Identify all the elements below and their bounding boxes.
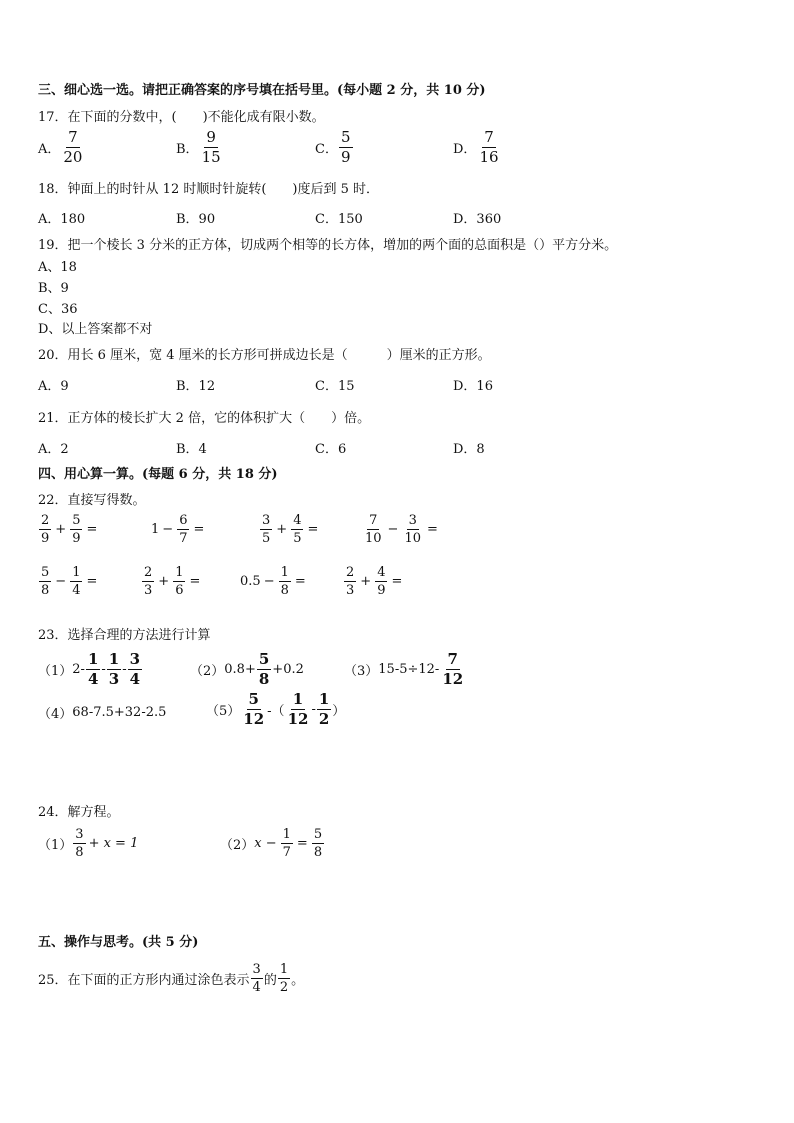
denominator: 2 <box>318 710 330 728</box>
fraction <box>440 652 465 687</box>
numerator: 7 <box>369 513 378 528</box>
q17-option-d <box>453 130 502 165</box>
equation-text: x − <box>254 836 277 851</box>
fraction <box>39 514 51 545</box>
part-label: （5） <box>206 704 241 719</box>
denominator: 3 <box>346 583 355 598</box>
denominator: 9 <box>72 531 81 546</box>
numerator: 3 <box>408 513 417 528</box>
q20-option-a: A．9 <box>38 379 69 394</box>
fraction <box>312 828 324 859</box>
numerator: 1 <box>108 650 120 668</box>
calc-item <box>38 566 100 597</box>
q20-option-d: D．16 <box>453 379 493 394</box>
fraction <box>251 963 263 994</box>
fraction <box>173 566 185 597</box>
q21-option-d: D．8 <box>453 442 485 457</box>
fraction <box>402 514 423 545</box>
part-label: （1） <box>38 664 73 679</box>
fraction <box>286 692 311 727</box>
denominator: 20 <box>63 148 83 166</box>
q20-option-c: C．15 <box>315 379 355 394</box>
fraction <box>260 514 272 545</box>
numerator: 4 <box>377 565 386 580</box>
denominator: 8 <box>313 845 323 860</box>
expr-text: -（ <box>267 704 285 719</box>
q23-part-5 <box>206 692 345 727</box>
equals-sign: = <box>307 522 319 537</box>
q23-part-2 <box>190 652 304 687</box>
part-label: （3） <box>344 664 379 679</box>
numerator: 5 <box>41 565 50 580</box>
numerator: 1 <box>87 650 99 668</box>
numerator: 7 <box>484 128 494 146</box>
operator: + <box>55 522 67 537</box>
calc-item <box>343 566 405 597</box>
denominator: 3 <box>144 583 153 598</box>
q19-option-a: A、18 <box>38 260 77 275</box>
numerator: 1 <box>292 690 304 708</box>
question-18-stem: 18．钟面上的时针从 12 时顺时针旋转( )度后到 5 时． <box>38 182 380 197</box>
option-label: B． <box>176 142 199 157</box>
calc-item <box>151 514 207 545</box>
numerator: 5 <box>248 690 259 708</box>
q18-option-d: D．360 <box>453 212 502 227</box>
equals-sign: = <box>86 574 98 589</box>
numerator: 5 <box>313 827 323 842</box>
fraction <box>177 514 189 545</box>
numerator: 7 <box>447 650 458 668</box>
denominator: 9 <box>377 583 386 598</box>
numerator: 1 <box>318 690 330 708</box>
q18-option-a: A．180 <box>38 212 86 227</box>
denominator: 6 <box>175 583 184 598</box>
question-22-stem: 22．直接写得数。 <box>38 493 146 508</box>
denominator: 9 <box>340 148 351 166</box>
operator: + <box>360 574 372 589</box>
expr-text: 0.8+ <box>224 662 256 677</box>
fraction <box>107 652 121 687</box>
fraction <box>317 692 331 727</box>
fraction <box>281 828 293 859</box>
numerator: 3 <box>129 650 141 668</box>
numerator: 5 <box>72 513 81 528</box>
operator: + <box>158 574 170 589</box>
fraction <box>70 566 82 597</box>
section-5-title: 五、操作与思考。(共 5 分) <box>38 935 199 950</box>
q23-part-4 <box>38 703 166 722</box>
equals-sign: = <box>189 574 201 589</box>
denominator: 10 <box>404 531 421 546</box>
operator: − <box>162 522 174 537</box>
question-17-stem: 17．在下面的分数中，( )不能化成有限小数。 <box>38 110 325 125</box>
numerator: 1 <box>282 827 291 842</box>
fraction <box>70 514 82 545</box>
whole-number: 0.5 <box>240 574 261 589</box>
q24-part-2 <box>220 828 325 859</box>
calc-item <box>141 566 203 597</box>
denominator: 4 <box>129 670 141 688</box>
fraction <box>241 692 266 727</box>
q17-option-c <box>315 130 354 165</box>
equals-sign: = <box>391 574 403 589</box>
question-19-stem: 19．把一个棱长 3 分米的正方体，切成两个相等的长方体，增加的两个面的总面积是（）平方分米。 <box>38 238 618 253</box>
calc-item <box>38 514 100 545</box>
equals-sign: = <box>294 574 306 589</box>
operator: − <box>55 574 67 589</box>
denominator: 15 <box>201 148 221 166</box>
numerator: 3 <box>262 513 271 528</box>
fraction <box>291 514 303 545</box>
question-24-stem: 24．解方程。 <box>38 805 120 820</box>
operator: - <box>101 662 106 677</box>
denominator: 5 <box>262 531 271 546</box>
expr-text: +0.2 <box>272 662 304 677</box>
expr-text: 68-7.5+32-2.5 <box>72 705 167 720</box>
denominator: 4 <box>252 980 261 995</box>
equals-sign: = <box>193 522 205 537</box>
q21-option-b: B．4 <box>176 442 207 457</box>
fraction <box>344 566 356 597</box>
fraction <box>279 566 291 597</box>
question-23-stem: 23．选择合理的方法进行计算 <box>38 628 211 643</box>
question-text: 的 <box>263 973 277 988</box>
denominator: 8 <box>280 583 289 598</box>
q19-option-d: D、以上答案都不对 <box>38 322 153 337</box>
q18-option-c: C．150 <box>315 212 363 227</box>
q19-option-b: B、9 <box>38 281 69 296</box>
option-label: C． <box>315 142 338 157</box>
expr-text: 2- <box>72 662 85 677</box>
numerator: 3 <box>75 827 84 842</box>
equals-sign: = <box>296 836 308 851</box>
q19-option-c: C、36 <box>38 302 78 317</box>
q21-option-c: C．6 <box>315 442 347 457</box>
operator: − <box>263 574 275 589</box>
numerator: 9 <box>206 128 216 146</box>
fraction <box>86 652 100 687</box>
numerator: 1 <box>279 962 289 977</box>
part-label: （2） <box>220 838 255 853</box>
denominator: 10 <box>365 531 382 546</box>
q17-option-b <box>176 130 224 165</box>
whole-number: 1 <box>151 522 160 537</box>
denominator: 12 <box>442 670 464 688</box>
numerator: 7 <box>68 128 78 146</box>
part-label: （1） <box>38 838 73 853</box>
option-label: D． <box>453 142 477 157</box>
section-3-title: 三、细心选一选。请把正确答案的序号填在括号里。(每小题 2 分，共 10 分) <box>38 83 486 98</box>
numerator: 2 <box>144 565 153 580</box>
fraction <box>257 652 271 687</box>
fraction <box>39 566 51 597</box>
numerator: 1 <box>72 565 81 580</box>
expr-text: ） <box>332 704 346 719</box>
fraction <box>375 566 387 597</box>
option-label: A． <box>38 142 61 157</box>
denominator: 12 <box>287 710 309 728</box>
question-21-stem: 21．正方体的棱长扩大 2 倍，它的体积扩大（ ）倍。 <box>38 411 371 426</box>
fraction <box>142 566 154 597</box>
fraction <box>278 963 290 994</box>
q24-part-1 <box>38 828 138 859</box>
fraction <box>128 652 142 687</box>
fraction <box>339 130 353 165</box>
section-4-title: 四、用心算一算。(每题 6 分，共 18 分) <box>38 467 278 482</box>
question-20-stem: 20．用长 6 厘米，宽 4 厘米的长方形可拼成边长是（ ）厘米的正方形。 <box>38 348 491 363</box>
denominator: 7 <box>179 531 188 546</box>
question-text: 25．在下面的正方形内通过涂色表示 <box>38 973 250 988</box>
q17-option-a <box>38 130 85 165</box>
operator: − <box>387 522 399 537</box>
q20-option-b: B．12 <box>176 379 216 394</box>
q23-part-1 <box>38 652 143 687</box>
question-text: 。 <box>291 973 305 988</box>
q18-option-b: B．90 <box>176 212 216 227</box>
fraction <box>61 130 84 165</box>
denominator: 16 <box>479 148 499 166</box>
equals-sign: = <box>427 522 438 537</box>
numerator: 4 <box>293 513 302 528</box>
question-25-stem <box>38 963 304 994</box>
part-label: （2） <box>190 664 225 679</box>
calc-item <box>362 514 441 545</box>
part-label: （4） <box>38 707 73 722</box>
denominator: 4 <box>72 583 81 598</box>
denominator: 4 <box>87 670 99 688</box>
numerator: 6 <box>179 513 188 528</box>
operator: - <box>122 662 127 677</box>
denominator: 8 <box>41 583 50 598</box>
denominator: 8 <box>75 845 84 860</box>
numerator: 2 <box>41 513 50 528</box>
denominator: 7 <box>282 845 291 860</box>
fraction <box>200 130 223 165</box>
denominator: 12 <box>243 710 265 728</box>
denominator: 8 <box>258 670 270 688</box>
fraction <box>363 514 384 545</box>
operator: + <box>276 522 288 537</box>
calc-item <box>240 566 309 597</box>
equals-sign: = <box>86 522 98 537</box>
q23-part-3 <box>344 652 466 687</box>
denominator: 9 <box>41 531 50 546</box>
fraction <box>73 828 85 859</box>
fraction <box>477 130 500 165</box>
denominator: 5 <box>293 531 302 546</box>
denominator: 2 <box>279 980 289 995</box>
numerator: 5 <box>258 650 270 668</box>
numerator: 3 <box>252 962 261 977</box>
operator: - <box>311 702 316 717</box>
q21-option-a: A．2 <box>38 442 69 457</box>
numerator: 1 <box>175 565 184 580</box>
calc-item <box>259 514 321 545</box>
denominator: 3 <box>108 670 120 688</box>
numerator: 2 <box>346 565 355 580</box>
numerator: 5 <box>340 128 351 146</box>
equation-text: + x = 1 <box>88 836 139 851</box>
expr-text: 15-5÷12- <box>378 662 440 677</box>
numerator: 1 <box>280 565 289 580</box>
